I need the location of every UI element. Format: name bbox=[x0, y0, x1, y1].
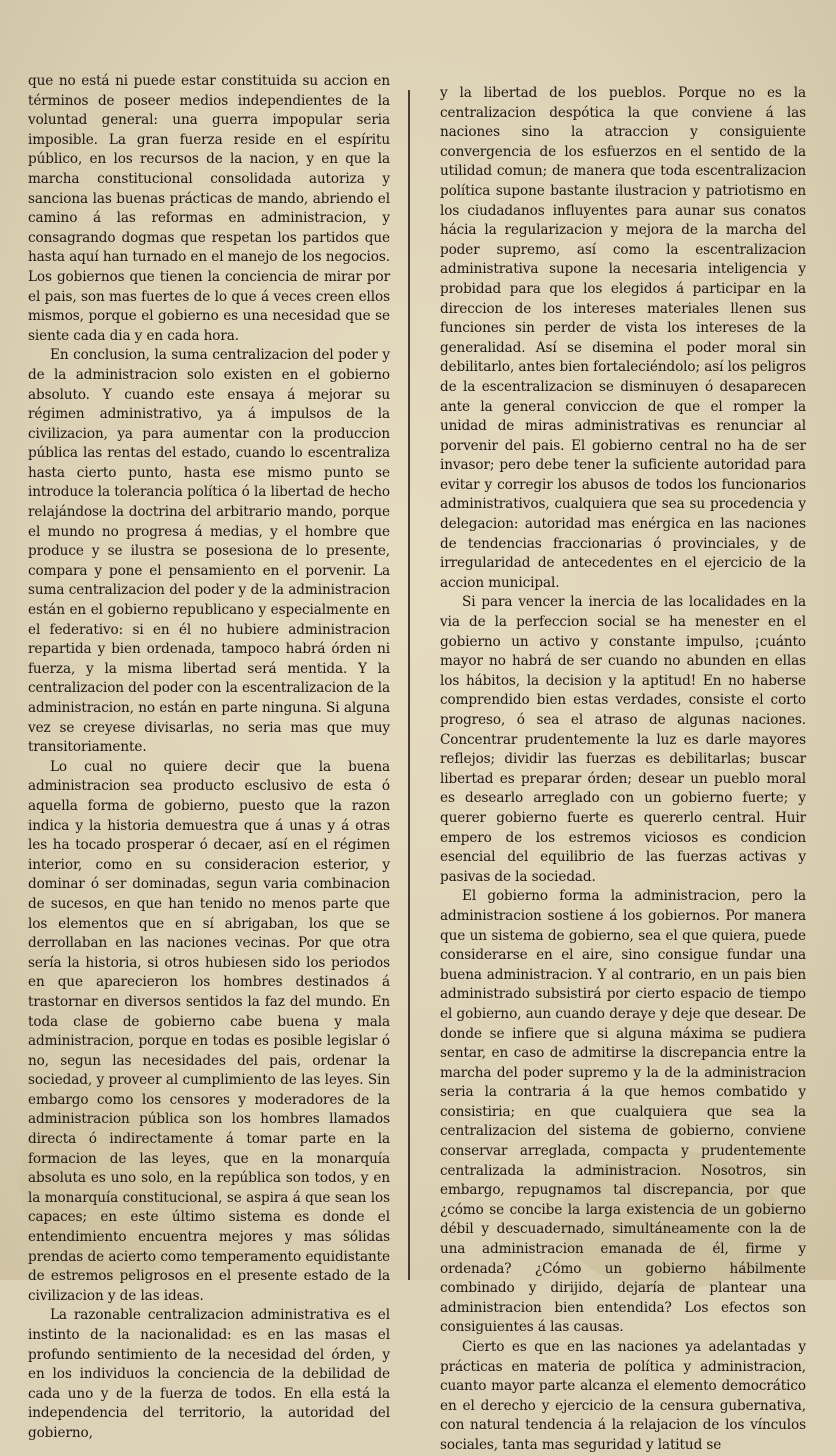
paragraph: En conclusion, la suma centralizacion del poder y de la administracion solo existen en el gobierno absoluto. Y cuando este ensaya á mejorar su régimen administrativo, ya á impulsos de la civilizacion, ya para aumentar con la produccion pública las rentas del estado, cuando lo escentraliza hasta cierto punto, hasta ese mismo punto se introduce la tolerancia política ó la libertad de hecho relajándose la doctrina del arbitrario mando, porque el mundo no progresa á medias, y el hombre que produce y se ilustra se posesiona de lo presente, compara y pone el pensamiento en el porvenir. La suma centralizacion del poder y de la administracion están en el gobierno republicano y especialmente en el federativo: si en él no hubiere administracion repartida y bien ordenada, tampoco habrá órden ni fuerza, y la misma libertad será mentida. Y la centralizacion del poder con la escentralizacion de la administracion, no están en parte ninguna. Si alguna vez se creyese divisarlas, no seria mas que muy transitoriamente. bbox=[28, 347, 390, 756]
left-text-column bbox=[28, 72, 390, 1444]
paragraph: La razonable centralizacion administrativa es el instinto de la nacionalidad: es en las masas el profundo sentimiento de la necesidad del órden, y en los individuos la conciencia de la debilidad de cada uno y de la fuerza de todos. En ella está la independencia del territorio, la autoridad del gobierno, bbox=[28, 1307, 390, 1441]
paragraph: Si para vencer la inercia de las localidades en la via de la perfeccion social se ha menester en el gobierno un activo y constante impulso, ¡cuánto mayor no habrá de ser cuando no abunden en ellas los hábitos, la decision y la aptitud! En no haberse comprendido bien estas verdades, consiste el corto progreso, ó sea el atraso de algunas naciones. Concentrar prudentemente la luz es darle mayores reflejos; dividir las fuerzas es debilitarlas; buscar libertad es preparar órden; desear un pueblo moral es desearlo arreglado con un gobierno fuerte; y querer gobierno fuerte es quererlo central. Huir empero de los estremos viciosos es condicion esencial del equilibrio de las fuerzas activas y pasivas de la sociedad. bbox=[440, 594, 806, 885]
paragraph: y la libertad de los pueblos. Porque no es la centralizacion despótica la que conviene á las naciones sino la atraccion y consiguiente convergencia de los esfuerzos en el sentido de la utilidad comun; de manera que toda escentralizacion política supone bastante ilustracion y patriotismo en los ciudadanos influyentes para aunar sus conatos hácia la regularizacion y mejora de la marcha del poder supremo, así como la escentralizacion administrativa supone la necesaria inteligencia y probidad para que los elegidos á participar en la direccion de los intereses materiales llenen sus funciones sin perder de vista los intereses de la generalidad. Así se disemina el poder moral sin debilitarlo, antes bien fortaleciéndolo; así los peligros de la escentralizacion se disminuyen ó desaparecen ante la general conviccion de que el romper la unidad de miras administrativas es renunciar al porvenir del pais. El gobierno central no ha de ser invasor; pero debe tener la suficiente autoridad para evitar y corregir los abusos de todos los funcionarios administrativos, cualquiera que sea su procedencia y delegacion: autoridad mas enérgica en las naciones de tendencias fraccionarias ó provinciales, y de irregularidad de antecedentes en el ejercicio de la accion municipal. bbox=[440, 85, 806, 591]
paragraph: Cierto es que en las naciones ya adelantadas y prácticas en materia de política y administracion, cuanto mayor parte alcanza el elemento democrático en el derecho y ejercicio de la censura gubernativa, con natural tendencia á la relajacion de los vínculos sociales, tanta mas seguridad y latitud se bbox=[440, 1339, 806, 1453]
paragraph: El gobierno forma la administracion, pero la administracion sostiene á los gobiernos. Por manera que un sistema de gobierno, sea el que quiera, puede considerarse en el aire, sino consigue fundar una buena administracion. Y al contrario, en un pais bien administrado subsistirá por cierto espacio de tiempo el gobierno, aun cuando deraye y deje que desear. De donde se infiere que si alguna máxima se pudiera sentar, en caso de admitirse la discrepancia entre la marcha del poder supremo y la de la administracion seria la contraria á la que hemos combatido y consistiria; en que cualquiera que sea la centralizacion del sistema de gobierno, conviene conservar arreglada, compacta y prudentemente centralizada la administracion. Nosotros, sin embargo, repugnamos tal discrepancia, por que ¿cómo se concibe la larga existencia de un gobierno débil y descuadernado, simultáneamente con la de una administracion emanada de él, firme y ordenada? ¿Cómo un gobierno hábilmente combinado y dirijido, dejaría de plantear una administracion bien entendida? Los efectos son consiguientes á las causas. bbox=[440, 888, 806, 1336]
paragraph: Lo cual no quiere decir que la buena administracion sea producto esclusivo de esta ó aquella forma de gobierno, puesto que la razon indica y la historia demuestra que á unas y á otras les ha tocado prosperar ó decaer, así en el régimen interior, como en su consideracion esterior, y dominar ó ser dominadas, segun varia combinacion de sucesos, en que han tenido no menos parte que los elementos que en sí abrigaban, los que se derrollaban en las naciones vecinas. Por que otra sería la historia, si otros hubiesen sido los periodos en que aparecieron los hombres destinados á trastornar en diversos sentidos la faz del mundo. En toda clase de gobierno cabe buena y mala administracion, porque en todas es posible legislar ó no, segun las necesidades del pais, ordenar la sociedad, y proveer al cumplimiento de las leyes. Sin embargo como los censores y moderadores de la administracion pública son los hombres llamados directa ó indirectamente á tomar parte en la formacion de las leyes, que en la monarquía absoluta es uno solo, en la república son todos, y en la monarquía constitucional, se aspira á que sean los capaces; en este último sistema es donde el entendimiento encuentra mejores y mas sólidas prendas de acierto como temperamento equidistante de estremos peligrosos en el presente estado de la civilizacion y de las ideas. bbox=[28, 758, 390, 1304]
column-divider bbox=[408, 90, 410, 1280]
paragraph: que no está ni puede estar constituida su accion en términos de poseer medios independientes de la voluntad general: una guerra impopular seria imposible. La gran fuerza reside en el espíritu público, en los recursos de la nacion, y en que la marcha constitucional consolidada autoriza y sanciona las buenas prácticas de mando, abriendo el camino á las reformas en administracion, y consagrando dogmas que respetan los partidos que hasta aquí han turnado en el manejo de los negocios. Los gobiernos que tienen la conciencia de mirar por el pais, son mas fuertes de lo que á veces creen ellos mismos, porque el gobierno es una necesidad que se siente cada dia y en cada hora. bbox=[28, 73, 390, 344]
right-text-column bbox=[440, 84, 806, 1456]
